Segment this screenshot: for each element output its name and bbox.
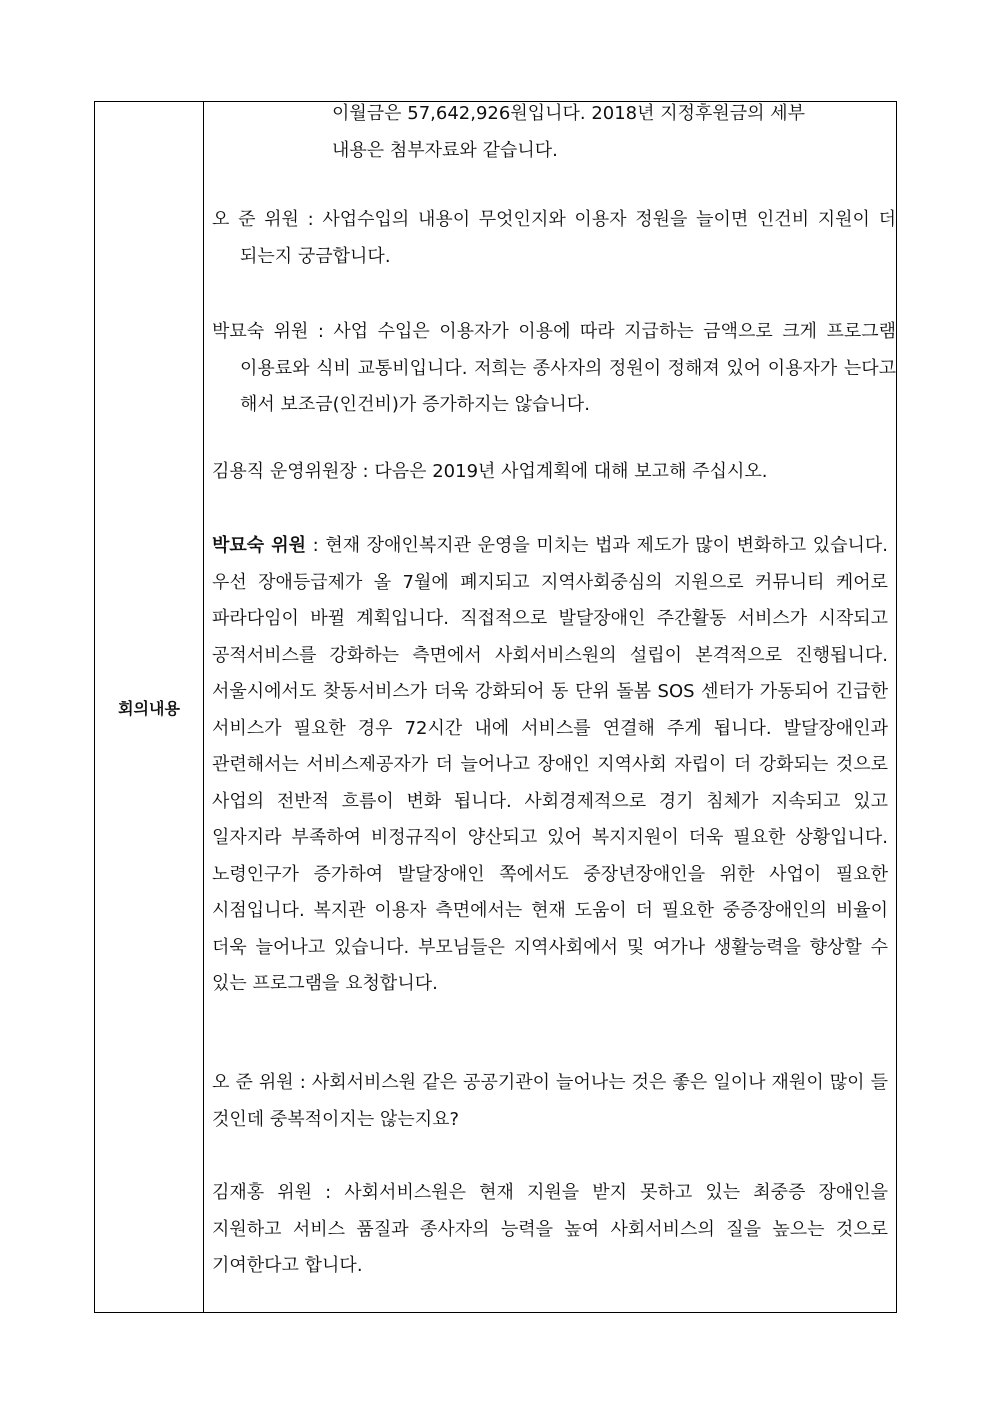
kim-answer: 김재홍 위원 : 사회서비스원은 현재 지원을 받지 못하고 있는 최중증 장애인을 지원하고 서비스 품질과 종사자의 능력을 높여 사회서비스의 질을 높으는 것으로 기여한다고 합니다. (212, 1182, 888, 1276)
park-report-body: : 현재 장애인복지관 운영을 미치는 법과 제도가 많이 변화하고 있습니다. 우선 장애등급제가 올 7월에 폐지되고 지역사회중심의 지원으로 커뮤니티 케어로 파라다임이 바뀔 계획입니다. 직접적으로 발달장애인 주간활동 서비스가 시작되고 공적서비스를 강화하는 측면에서 사회서비스원의 설립이 본격적으로 진행됩니다. 서울시에서도 찾동서비스가 더욱 강화되어 동 단위 돌봄 SOS 센터가 가동되어 긴급한 서비스가 필요한 경우 72시간 내에 서비스를 연결해 주게 됩니다. 발달장애인과 관련해서는 서비스제공자가 더 늘어나고 장애인 지역사회 자립이 더 강화되는 것으로 사업의 전반적 흐름이 변화 됩니다. 사회경제적으로 경기 침체가 지속되고 있고 일자지라 부족하여 비정규직이 양산되고 있어 복지지원이 더욱 필요한 상황입니다. 노령인구가 증가하여 발달장애인 쪽에서도 중장년장애인을 위한 사업이 필요한 시점입니다. 복지관 이용자 측면에서는 현재 도움이 더 필요한 중증장애인의 비율이 더욱 늘어나고 있습니다. 부모님들은 지역사회에서 및 여가나 생활능력을 향상할 수 있는 프로그램을 요청합니다. (212, 535, 888, 994)
row-label: 회의내용 (118, 698, 180, 718)
park-report-speaker: 박묘숙 위원 (212, 535, 307, 556)
park-answer-1: 박묘숙 위원 : 사업 수입은 이용자가 이용에 따라 지급하는 금액으로 크게 프로그램 이용료와 식비 교통비입니다. 저희는 종사자의 정원이 정해져 있어 이용자가 는다고 해서 보조금(인건비)가 증가하지는 않습니다. (212, 321, 896, 415)
continuation-paragraph: 이월금은 57,642,926원입니다. 2018년 지정후원금의 세부 내용은 첨부자료와 같습니다. (332, 103, 806, 161)
meeting-content-cell (204, 102, 896, 1312)
oh-question-1: 오 준 위원 : 사업수입의 내용이 무엇인지와 이용자 정원을 늘이면 인건비 지원이 더 되는지 궁금합니다. (212, 209, 896, 267)
oh-question-2: 오 준 위원 : 사회서비스원 같은 공공기관이 늘어나는 것은 좋은 일이나 재원이 많이 들 것인데 중복적이지는 않는지요? (212, 1072, 888, 1130)
row-label-cell (95, 102, 204, 1312)
chair-request: 김용직 운영위원장 : 다음은 2019년 사업계획에 대해 보고해 주십시오. (212, 461, 768, 482)
park-report (212, 528, 888, 1003)
minutes-table (94, 101, 897, 1313)
